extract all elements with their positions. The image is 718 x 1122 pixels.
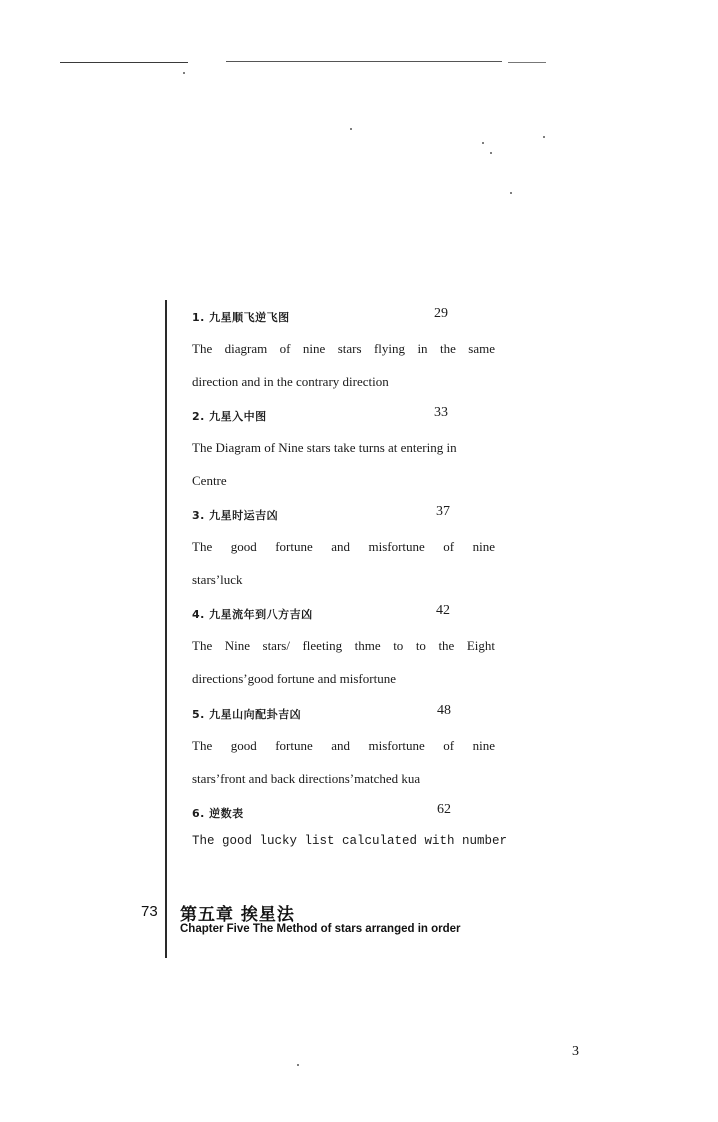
chapter-title-english: Chapter Five The Method of stars arranged in order [180,923,461,935]
toc-entry-3-chinese-title: 3. 九星时运吉凶 [192,509,279,522]
toc-entry-3-english-line-1: The good fortune and misfortune of nine [192,539,495,554]
header-rule-right [508,62,546,63]
scan-speck [510,192,512,194]
toc-entry-1-english-line-1: The diagram of nine stars flying in the same [192,341,495,356]
toc-entry-6-chinese-title: 6. 逆数表 [192,807,244,820]
toc-entry-3-page: 37 [436,504,450,519]
header-rule-left [60,62,188,63]
toc-entry-4-english-line-1: The Nine stars/ fleeting thme to to the Eight [192,638,495,653]
scan-speck [350,128,352,130]
toc-entry-5-chinese-title: 5. 九星山向配卦吉凶 [192,708,302,721]
toc-entry-4-english-line-2: directions’good fortune and misfortune [192,671,396,686]
toc-entry-4-chinese-title: 4. 九星流年到八方吉凶 [192,608,313,621]
toc-entry-6-english-line-1: The good lucky list calculated with number [192,834,508,848]
toc-margin-bar [165,300,167,958]
toc-entry-1-english-line-2: direction and in the contrary direction [192,374,389,389]
page-number: 3 [572,1044,579,1059]
chapter-title-chinese: 第五章 挨星法 [180,905,295,925]
toc-entry-1-page: 29 [434,306,448,321]
toc-entry-2-chinese-title: 2. 九星入中图 [192,410,267,423]
toc-entry-2-page: 33 [434,405,448,420]
toc-entry-2-english-line-1: The Diagram of Nine stars take turns at entering in [192,440,457,455]
scan-speck [543,136,545,138]
scan-speck [183,72,185,74]
scan-speck [482,142,484,144]
scan-speck [490,152,492,154]
toc-entry-5-english-line-1: The good fortune and misfortune of nine [192,738,495,753]
toc-entry-2-english-line-2: Centre [192,473,227,488]
chapter-page-number: 73 [141,903,158,920]
toc-entry-5-page: 48 [437,703,451,718]
header-rule-middle [226,61,502,62]
toc-entry-6-page: 62 [437,802,451,817]
scan-speck [297,1064,299,1066]
toc-entry-1-chinese-title: 1. 九星顺飞逆飞图 [192,311,290,324]
toc-entry-3-english-line-2: stars’luck [192,572,243,587]
toc-entry-5-english-line-2: stars’front and back directions’matched kua [192,771,421,786]
toc-entry-4-page: 42 [436,603,450,618]
